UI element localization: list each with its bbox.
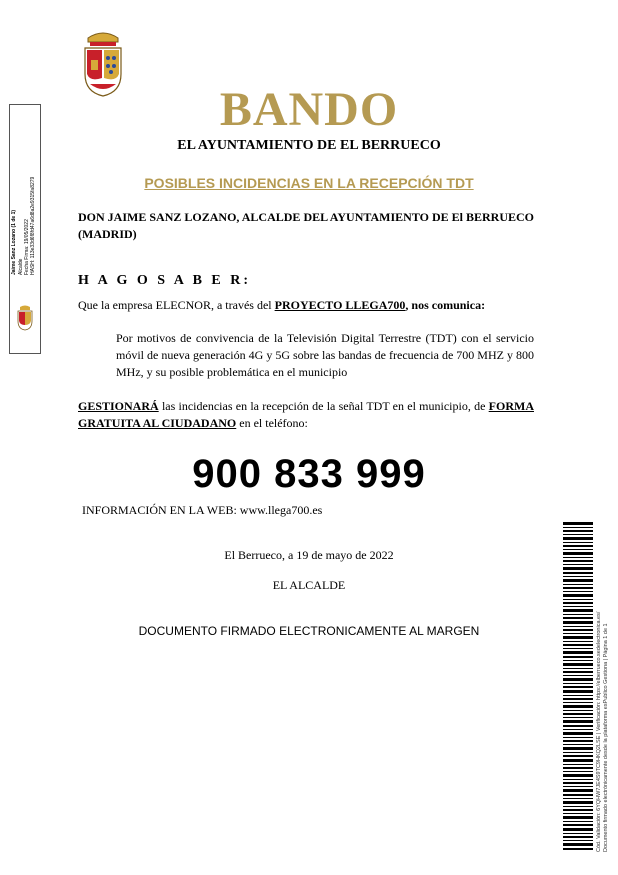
margin-date: Fecha Firma: 19/05/2022: [24, 219, 30, 275]
reason-paragraph: Por motivos de convivencia de la Televisión Digital Terrestre (TDT) con el servicio móvil de nueva generación 4G y 5G sobre las bandas de frecuencia de 700 MHZ y 800 MHz, y su posible problemática en el municipio: [116, 331, 534, 379]
intro-paragraph: DON JAIME SANZ LOZANO, ALCALDE DEL AYUNTAMIENTO DE El BERRUECO (MADRID): [78, 210, 534, 241]
margin-crest-icon: [16, 305, 34, 331]
topic-heading-text: POSIBLES INCIDENCIAS EN LA RECEPCIÓN TDT: [144, 175, 474, 191]
manage-keyword: GESTIONARÁ: [78, 399, 159, 413]
signature-margin-box: [9, 104, 41, 354]
signer-title: EL ALCALDE: [272, 578, 346, 592]
document-title: BANDO: [219, 83, 399, 136]
phone-number: 900 833 999: [192, 452, 426, 496]
validation-barcode: [563, 522, 593, 852]
management-paragraph: [78, 398, 534, 432]
topic-heading: [0, 175, 618, 191]
project-name: PROYECTO LLEGA700: [274, 298, 406, 312]
platform-text: Documento firmado electrónicamente desde la plataforma esPublico Gestiona | Página 1 de 1: [603, 623, 609, 852]
validation-text-anchor: [596, 611, 609, 853]
manage-end: en el teléfono:: [236, 416, 308, 430]
margin-role: Alcalde: [18, 258, 24, 275]
place-date: El Berrueco, a 19 de mayo de 2022: [224, 548, 394, 562]
communication-end: , nos comunica:: [405, 298, 486, 312]
web-info: INFORMACIÓN EN LA WEB: www.llega700.es: [82, 503, 323, 517]
validation-text: Cód. Validación: 6YQHW7JE4S9TC9HKQ2LSE | Verificación: https://elberrueco.sedelectronica.es/: [596, 611, 602, 852]
manage-text: las incidencias en la recepción de la señal TDT en el municipio, de: [158, 399, 489, 413]
electronic-signature-note: DOCUMENTO FIRMADO ELECTRONICAMENTE AL MARGEN: [138, 624, 480, 638]
hago-saber-heading: H A G O S A B E R:: [78, 273, 252, 288]
communication-start: Que la empresa ELECNOR, a través del: [78, 298, 275, 312]
margin-signer: Jaime Sanz Lozano (1 de 1): [11, 209, 17, 275]
margin-hash: HASH: 113e33d6f8fd47a6d8a2e9315fa8279: [30, 176, 36, 275]
communication-line: [78, 297, 534, 314]
free-service-text: FORMA GRATUITA AL CIUDADANO: [78, 399, 534, 430]
issuer-heading: EL AYUNTAMIENTO DE EL BERRUECO: [177, 138, 441, 153]
